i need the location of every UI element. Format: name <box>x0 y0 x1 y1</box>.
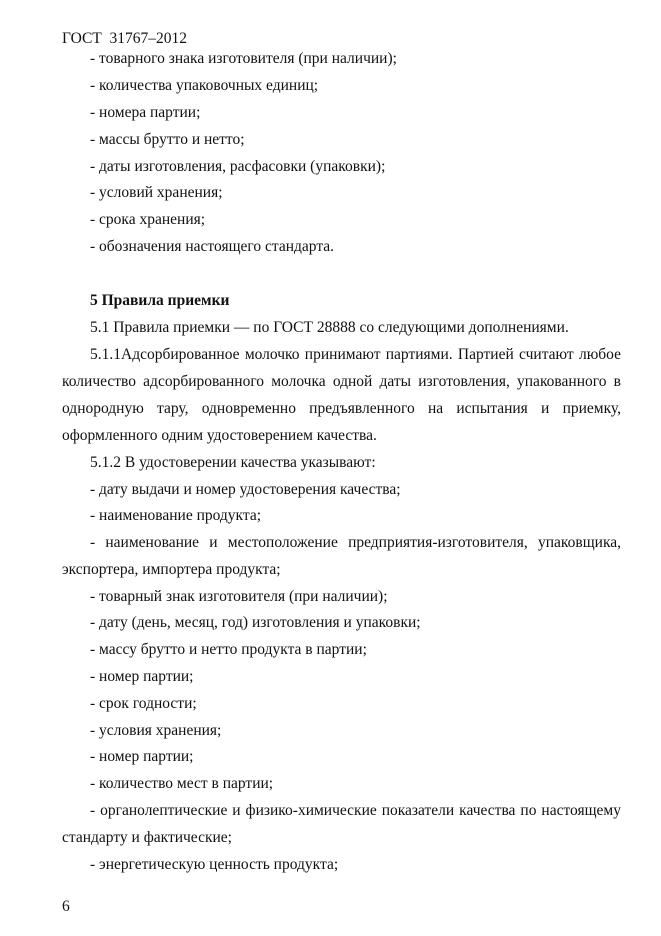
paragraph-line: 5.1.1Адсорбированное молочко принимают партиями. Партией считают любое <box>90 346 621 363</box>
list-item: - товарного знака изготовителя (при наличии); <box>90 50 397 67</box>
list-item: - дату (день, месяц, год) изготовления и упаковки; <box>90 614 421 631</box>
list-item: - обозначения настоящего стандарта. <box>90 238 335 255</box>
list-item: - номера партии; <box>90 104 201 121</box>
list-item: - наименование и местоположение предприятия-изготовителя, упаковщика, <box>90 534 621 551</box>
list-item: - органолептические и физико-химические показатели качества по настоящему <box>90 802 621 819</box>
list-item: - номер партии; <box>90 668 194 685</box>
list-item: - энергетическую ценность продукта; <box>90 856 339 873</box>
list-item: - количества упаковочных единиц; <box>90 77 319 94</box>
list-item: - даты изготовления, расфасовки (упаковки); <box>90 158 386 175</box>
page-number: 6 <box>62 898 70 915</box>
list-item: - массы брутто и нетто; <box>90 131 245 148</box>
list-item: - наименование продукта; <box>90 507 262 524</box>
list-item: - дату выдачи и номер удостоверения качества; <box>90 481 401 498</box>
list-item: - срока хранения; <box>90 211 206 228</box>
section-heading: 5 Правила приемки <box>90 292 230 309</box>
list-item-continuation: стандарту и фактические; <box>62 829 232 846</box>
paragraph-line: количество адсорбированного молочка одной даты изготовления, упакованного в <box>62 373 621 390</box>
page-header-standard-id: ГОСТ 31767–2012 <box>62 30 188 47</box>
paragraph-line: однородную тару, одновременно предъявленного на испытания и приемку, <box>62 400 621 417</box>
paragraph-5-1: 5.1 Правила приемки — по ГОСТ 28888 со следующими дополнениями. <box>90 319 569 336</box>
list-item: - условий хранения; <box>90 184 223 201</box>
list-item: - массу брутто и нетто продукта в партии; <box>90 641 367 658</box>
list-item: - срок годности; <box>90 695 197 712</box>
list-item: - товарный знак изготовителя (при наличии); <box>90 588 388 605</box>
list-item-continuation: экспортера, импортера продукта; <box>62 561 281 578</box>
list-item: - количество мест в партии; <box>90 775 274 792</box>
list-item: - номер партии; <box>90 748 194 765</box>
list-item: - условия хранения; <box>90 722 222 739</box>
paragraph-line: оформленного одним удостоверением качества. <box>62 427 377 444</box>
paragraph-5-1-2: 5.1.2 В удостоверении качества указывают: <box>90 454 376 471</box>
